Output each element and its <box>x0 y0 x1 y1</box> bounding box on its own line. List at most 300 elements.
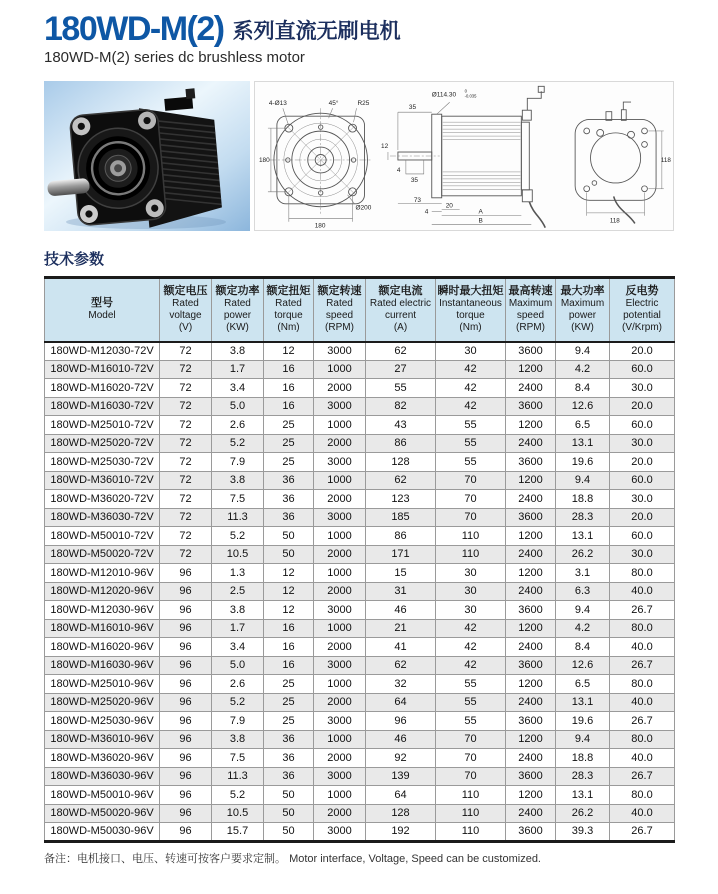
value-cell: 43 <box>366 416 436 435</box>
value-cell: 26.7 <box>610 823 675 842</box>
value-cell: 96 <box>160 619 212 638</box>
value-cell: 5.2 <box>212 786 264 805</box>
front-view-drawing <box>255 82 380 230</box>
value-cell: 7.5 <box>212 749 264 768</box>
value-cell: 12 <box>264 582 314 601</box>
value-cell: 20.0 <box>610 342 675 361</box>
value-cell: 185 <box>366 508 436 527</box>
table-row <box>45 397 675 416</box>
page-title <box>44 12 718 46</box>
table-row <box>45 786 675 805</box>
table-row <box>45 619 675 638</box>
value-cell: 1.7 <box>212 619 264 638</box>
model-cell: 180WD-M36020-72V <box>45 490 160 509</box>
model-cell: 180WD-M50020-72V <box>45 545 160 564</box>
value-cell: 3.1 <box>556 564 610 583</box>
value-cell: 2400 <box>506 749 556 768</box>
value-cell: 3600 <box>506 397 556 416</box>
col-header-electric-potential: 反电势 Electric potential (V/Krpm) <box>610 278 675 342</box>
technical-parameters-heading: 技术参数 <box>44 251 105 268</box>
value-cell: 2000 <box>314 582 366 601</box>
value-cell: 1.7 <box>212 360 264 379</box>
value-cell: 96 <box>160 693 212 712</box>
value-cell: 3000 <box>314 823 366 842</box>
table-row <box>45 490 675 509</box>
value-cell: 96 <box>160 823 212 842</box>
value-cell: 1000 <box>314 471 366 490</box>
value-cell: 10.5 <box>212 804 264 823</box>
value-cell: 110 <box>436 823 506 842</box>
value-cell: 3600 <box>506 601 556 620</box>
value-cell: 3600 <box>506 656 556 675</box>
value-cell: 1.3 <box>212 564 264 583</box>
value-cell: 42 <box>436 397 506 416</box>
value-cell: 31 <box>366 582 436 601</box>
series-title-zh: 系列直流无刷电机 <box>232 20 401 43</box>
table-row <box>45 582 675 601</box>
value-cell: 96 <box>160 767 212 786</box>
value-cell: 96 <box>160 564 212 583</box>
value-cell: 96 <box>160 749 212 768</box>
value-cell: 28.3 <box>556 767 610 786</box>
value-cell: 110 <box>436 804 506 823</box>
value-cell: 55 <box>436 453 506 472</box>
side-shaft-length-dim: 35 <box>409 104 417 112</box>
side-key-offset-dim: 4 <box>397 166 401 174</box>
value-cell: 2000 <box>314 638 366 657</box>
value-cell: 5.2 <box>212 527 264 546</box>
value-cell: 13.1 <box>556 786 610 805</box>
value-cell: 72 <box>160 342 212 361</box>
col-header-rated-torque: 额定扭矩 Rated torque (Nm) <box>264 278 314 342</box>
value-cell: 26.7 <box>610 712 675 731</box>
value-cell: 2000 <box>314 804 366 823</box>
value-cell: 26.7 <box>610 601 675 620</box>
model-cell: 180WD-M25030-72V <box>45 453 160 472</box>
value-cell: 36 <box>264 730 314 749</box>
value-cell: 12 <box>264 601 314 620</box>
value-cell: 16 <box>264 619 314 638</box>
value-cell: 25 <box>264 453 314 472</box>
value-cell: 72 <box>160 471 212 490</box>
value-cell: 62 <box>366 471 436 490</box>
value-cell: 1200 <box>506 564 556 583</box>
value-cell: 12 <box>264 564 314 583</box>
value-cell: 3.8 <box>212 601 264 620</box>
value-cell: 2000 <box>314 693 366 712</box>
value-cell: 30 <box>436 342 506 361</box>
value-cell: 11.3 <box>212 767 264 786</box>
table-row <box>45 767 675 786</box>
dimension-drawings-panel <box>254 81 674 231</box>
value-cell: 3600 <box>506 508 556 527</box>
value-cell: 11.3 <box>212 508 264 527</box>
value-cell: 96 <box>160 601 212 620</box>
table-row <box>45 360 675 379</box>
value-cell: 3.8 <box>212 730 264 749</box>
value-cell: 80.0 <box>610 786 675 805</box>
front-corner-radius-label: R25 <box>357 100 370 108</box>
rear-width-dim: 118 <box>609 217 620 225</box>
value-cell: 42 <box>436 379 506 398</box>
series-model-title: 180WD-M(2) <box>44 10 224 48</box>
value-cell: 110 <box>436 545 506 564</box>
value-cell: 60.0 <box>610 471 675 490</box>
value-cell: 26.7 <box>610 767 675 786</box>
spec-table-header <box>45 278 675 342</box>
motor-photo-illustration <box>44 81 250 231</box>
value-cell: 25 <box>264 712 314 731</box>
value-cell: 72 <box>160 397 212 416</box>
value-cell: 70 <box>436 749 506 768</box>
value-cell: 128 <box>366 804 436 823</box>
spec-table <box>44 276 675 843</box>
value-cell: 26.2 <box>556 804 610 823</box>
value-cell: 139 <box>366 767 436 786</box>
table-row <box>45 749 675 768</box>
model-cell: 180WD-M50020-96V <box>45 804 160 823</box>
value-cell: 1000 <box>314 416 366 435</box>
value-cell: 8.4 <box>556 379 610 398</box>
value-cell: 82 <box>366 397 436 416</box>
value-cell: 55 <box>436 693 506 712</box>
value-cell: 70 <box>436 730 506 749</box>
side-flange-thickness-dim: 4 <box>425 208 429 216</box>
value-cell: 36 <box>264 508 314 527</box>
series-subtitle-en: 180WD-M(2) series dc brushless motor <box>44 49 305 66</box>
value-cell: 72 <box>160 508 212 527</box>
side-view-drawing <box>380 82 551 230</box>
side-spigot-diameter-label: Ø114.30 <box>432 91 457 99</box>
value-cell: 96 <box>366 712 436 731</box>
value-cell: 3600 <box>506 453 556 472</box>
value-cell: 60.0 <box>610 360 675 379</box>
value-cell: 5.2 <box>212 434 264 453</box>
value-cell: 62 <box>366 342 436 361</box>
value-cell: 3600 <box>506 712 556 731</box>
value-cell: 96 <box>160 804 212 823</box>
value-cell: 2000 <box>314 490 366 509</box>
model-cell: 180WD-M12030-96V <box>45 601 160 620</box>
value-cell: 13.1 <box>556 527 610 546</box>
value-cell: 40.0 <box>610 749 675 768</box>
product-photo <box>44 81 250 231</box>
value-cell: 18.8 <box>556 749 610 768</box>
header-row <box>45 278 675 342</box>
table-row <box>45 712 675 731</box>
model-cell: 180WD-M16020-72V <box>45 379 160 398</box>
value-cell: 6.5 <box>556 675 610 694</box>
value-cell: 28.3 <box>556 508 610 527</box>
value-cell: 50 <box>264 545 314 564</box>
value-cell: 3600 <box>506 823 556 842</box>
value-cell: 55 <box>436 675 506 694</box>
value-cell: 7.9 <box>212 453 264 472</box>
value-cell: 1200 <box>506 527 556 546</box>
value-cell: 2400 <box>506 804 556 823</box>
table-row <box>45 453 675 472</box>
value-cell: 3000 <box>314 656 366 675</box>
value-cell: 27 <box>366 360 436 379</box>
value-cell: 9.4 <box>556 730 610 749</box>
value-cell: 72 <box>160 434 212 453</box>
value-cell: 72 <box>160 545 212 564</box>
value-cell: 2.5 <box>212 582 264 601</box>
col-header-rated-voltage: 额定电压 Rated voltage (V) <box>160 278 212 342</box>
value-cell: 3600 <box>506 342 556 361</box>
value-cell: 5.0 <box>212 397 264 416</box>
model-cell: 180WD-M16010-96V <box>45 619 160 638</box>
value-cell: 19.6 <box>556 453 610 472</box>
value-cell: 2400 <box>506 582 556 601</box>
model-cell: 180WD-M25010-96V <box>45 675 160 694</box>
value-cell: 50 <box>264 804 314 823</box>
value-cell: 25 <box>264 434 314 453</box>
value-cell: 1000 <box>314 730 366 749</box>
model-cell: 180WD-M25010-72V <box>45 416 160 435</box>
value-cell: 5.2 <box>212 693 264 712</box>
value-cell: 72 <box>160 379 212 398</box>
col-header-rated-current: 额定电流 Rated electric current (A) <box>366 278 436 342</box>
value-cell: 123 <box>366 490 436 509</box>
value-cell: 36 <box>264 767 314 786</box>
value-cell: 1200 <box>506 786 556 805</box>
model-cell: 180WD-M12030-72V <box>45 342 160 361</box>
value-cell: 6.3 <box>556 582 610 601</box>
value-cell: 4.2 <box>556 360 610 379</box>
col-header-maximum-speed: 最高转速 Maximum speed (RPM) <box>506 278 556 342</box>
value-cell: 13.1 <box>556 693 610 712</box>
value-cell: 36 <box>264 471 314 490</box>
value-cell: 96 <box>160 712 212 731</box>
value-cell: 3.8 <box>212 471 264 490</box>
value-cell: 10.5 <box>212 545 264 564</box>
value-cell: 16 <box>264 638 314 657</box>
value-cell: 30 <box>436 564 506 583</box>
value-cell: 46 <box>366 601 436 620</box>
model-cell: 180WD-M16030-96V <box>45 656 160 675</box>
value-cell: 80.0 <box>610 675 675 694</box>
value-cell: 1200 <box>506 675 556 694</box>
value-cell: 30 <box>436 601 506 620</box>
front-width-dim: 180 <box>314 222 326 230</box>
value-cell: 1200 <box>506 360 556 379</box>
value-cell: 2400 <box>506 545 556 564</box>
model-cell: 180WD-M12020-96V <box>45 582 160 601</box>
value-cell: 20.0 <box>610 508 675 527</box>
col-header-rated-power: 额定功率 Rated power (KW) <box>212 278 264 342</box>
value-cell: 6.5 <box>556 416 610 435</box>
value-cell: 7.9 <box>212 712 264 731</box>
value-cell: 3000 <box>314 508 366 527</box>
value-cell: 50 <box>264 527 314 546</box>
value-cell: 62 <box>366 656 436 675</box>
value-cell: 72 <box>160 453 212 472</box>
table-row <box>45 823 675 842</box>
value-cell: 5.0 <box>212 656 264 675</box>
col-header-maximum-power: 最大功率 Maximum power (KW) <box>556 278 610 342</box>
value-cell: 12.6 <box>556 397 610 416</box>
table-row <box>45 527 675 546</box>
value-cell: 30.0 <box>610 434 675 453</box>
value-cell: 4.2 <box>556 619 610 638</box>
value-cell: 36 <box>264 749 314 768</box>
value-cell: 16 <box>264 379 314 398</box>
value-cell: 42 <box>436 638 506 657</box>
value-cell: 96 <box>160 730 212 749</box>
value-cell: 26.2 <box>556 545 610 564</box>
value-cell: 30.0 <box>610 545 675 564</box>
value-cell: 18.8 <box>556 490 610 509</box>
value-cell: 64 <box>366 693 436 712</box>
value-cell: 40.0 <box>610 804 675 823</box>
value-cell: 96 <box>160 656 212 675</box>
value-cell: 20.0 <box>610 453 675 472</box>
side-dim-b-label: B <box>478 217 484 225</box>
value-cell: 2000 <box>314 545 366 564</box>
value-cell: 40.0 <box>610 638 675 657</box>
model-cell: 180WD-M50010-96V <box>45 786 160 805</box>
table-row <box>45 545 675 564</box>
value-cell: 96 <box>160 582 212 601</box>
model-cell: 180WD-M25020-96V <box>45 693 160 712</box>
side-key-length-dim: 35 <box>411 176 419 184</box>
value-cell: 80.0 <box>610 730 675 749</box>
value-cell: 55 <box>436 712 506 731</box>
value-cell: 70 <box>436 508 506 527</box>
value-cell: 50 <box>264 823 314 842</box>
value-cell: 32 <box>366 675 436 694</box>
value-cell: 25 <box>264 675 314 694</box>
value-cell: 64 <box>366 786 436 805</box>
table-row <box>45 508 675 527</box>
value-cell: 2.6 <box>212 675 264 694</box>
value-cell: 9.4 <box>556 601 610 620</box>
value-cell: 1200 <box>506 416 556 435</box>
table-row <box>45 379 675 398</box>
model-cell: 180WD-M16020-96V <box>45 638 160 657</box>
value-cell: 3.4 <box>212 379 264 398</box>
col-header-rated-speed: 额定转速 Rated speed (RPM) <box>314 278 366 342</box>
table-row <box>45 730 675 749</box>
value-cell: 70 <box>436 767 506 786</box>
value-cell: 2400 <box>506 638 556 657</box>
value-cell: 171 <box>366 545 436 564</box>
side-dim-a-label: A <box>478 208 484 216</box>
footnote-zh: 备注：电机接口、电压、转速可按客户要求定制。 <box>44 852 286 865</box>
value-cell: 128 <box>366 453 436 472</box>
value-cell: 30 <box>436 582 506 601</box>
value-cell: 39.3 <box>556 823 610 842</box>
rear-height-dim: 118 <box>660 156 671 164</box>
value-cell: 2400 <box>506 379 556 398</box>
value-cell: 16 <box>264 360 314 379</box>
value-cell: 13.1 <box>556 434 610 453</box>
value-cell: 15.7 <box>212 823 264 842</box>
front-outer-diameter-label: Ø200 <box>355 204 372 212</box>
value-cell: 70 <box>436 490 506 509</box>
value-cell: 72 <box>160 527 212 546</box>
product-media-row <box>44 81 674 231</box>
value-cell: 1000 <box>314 675 366 694</box>
value-cell: 3.4 <box>212 638 264 657</box>
value-cell: 50 <box>264 786 314 805</box>
value-cell: 7.5 <box>212 490 264 509</box>
value-cell: 8.4 <box>556 638 610 657</box>
value-cell: 3000 <box>314 397 366 416</box>
col-header-instantaneous-torque: 瞬时最大扭矩 Instantaneous torque (Nm) <box>436 278 506 342</box>
value-cell: 3000 <box>314 342 366 361</box>
table-row <box>45 804 675 823</box>
rear-view-drawing <box>552 82 673 230</box>
value-cell: 1200 <box>506 471 556 490</box>
table-row <box>45 342 675 361</box>
value-cell: 9.4 <box>556 342 610 361</box>
table-row <box>45 416 675 435</box>
value-cell: 3000 <box>314 712 366 731</box>
value-cell: 1000 <box>314 360 366 379</box>
model-cell: 180WD-M16010-72V <box>45 360 160 379</box>
value-cell: 30.0 <box>610 379 675 398</box>
value-cell: 86 <box>366 527 436 546</box>
value-cell: 72 <box>160 416 212 435</box>
value-cell: 92 <box>366 749 436 768</box>
value-cell: 3000 <box>314 601 366 620</box>
model-cell: 180WD-M36030-72V <box>45 508 160 527</box>
model-cell: 180WD-M25020-72V <box>45 434 160 453</box>
value-cell: 1000 <box>314 619 366 638</box>
table-row <box>45 693 675 712</box>
value-cell: 96 <box>160 638 212 657</box>
value-cell: 42 <box>436 619 506 638</box>
value-cell: 55 <box>436 416 506 435</box>
model-cell: 180WD-M36010-72V <box>45 471 160 490</box>
table-row <box>45 434 675 453</box>
value-cell: 1200 <box>506 619 556 638</box>
value-cell: 2000 <box>314 434 366 453</box>
value-cell: 3600 <box>506 767 556 786</box>
value-cell: 110 <box>436 786 506 805</box>
value-cell: 2400 <box>506 693 556 712</box>
value-cell: 3000 <box>314 453 366 472</box>
value-cell: 42 <box>436 360 506 379</box>
model-cell: 180WD-M50010-72V <box>45 527 160 546</box>
value-cell: 26.7 <box>610 656 675 675</box>
table-row <box>45 656 675 675</box>
value-cell: 96 <box>160 675 212 694</box>
value-cell: 2400 <box>506 490 556 509</box>
value-cell: 12 <box>264 342 314 361</box>
col-header-model: 型号 Model <box>45 278 160 342</box>
value-cell: 1000 <box>314 564 366 583</box>
table-row <box>45 675 675 694</box>
model-cell: 180WD-M50030-96V <box>45 823 160 842</box>
value-cell: 1200 <box>506 730 556 749</box>
value-cell: 12.6 <box>556 656 610 675</box>
side-front-length-dim: 73 <box>414 196 422 204</box>
value-cell: 2.6 <box>212 416 264 435</box>
value-cell: 3.8 <box>212 342 264 361</box>
value-cell: 110 <box>436 527 506 546</box>
value-cell: 86 <box>366 434 436 453</box>
side-shaft-diameter-dim: 12 <box>381 143 389 151</box>
side-spigot-tolerance-lower: -0.035 <box>465 93 477 99</box>
table-row <box>45 601 675 620</box>
model-cell: 180WD-M36030-96V <box>45 767 160 786</box>
value-cell: 25 <box>264 693 314 712</box>
value-cell: 1000 <box>314 786 366 805</box>
value-cell: 30.0 <box>610 490 675 509</box>
